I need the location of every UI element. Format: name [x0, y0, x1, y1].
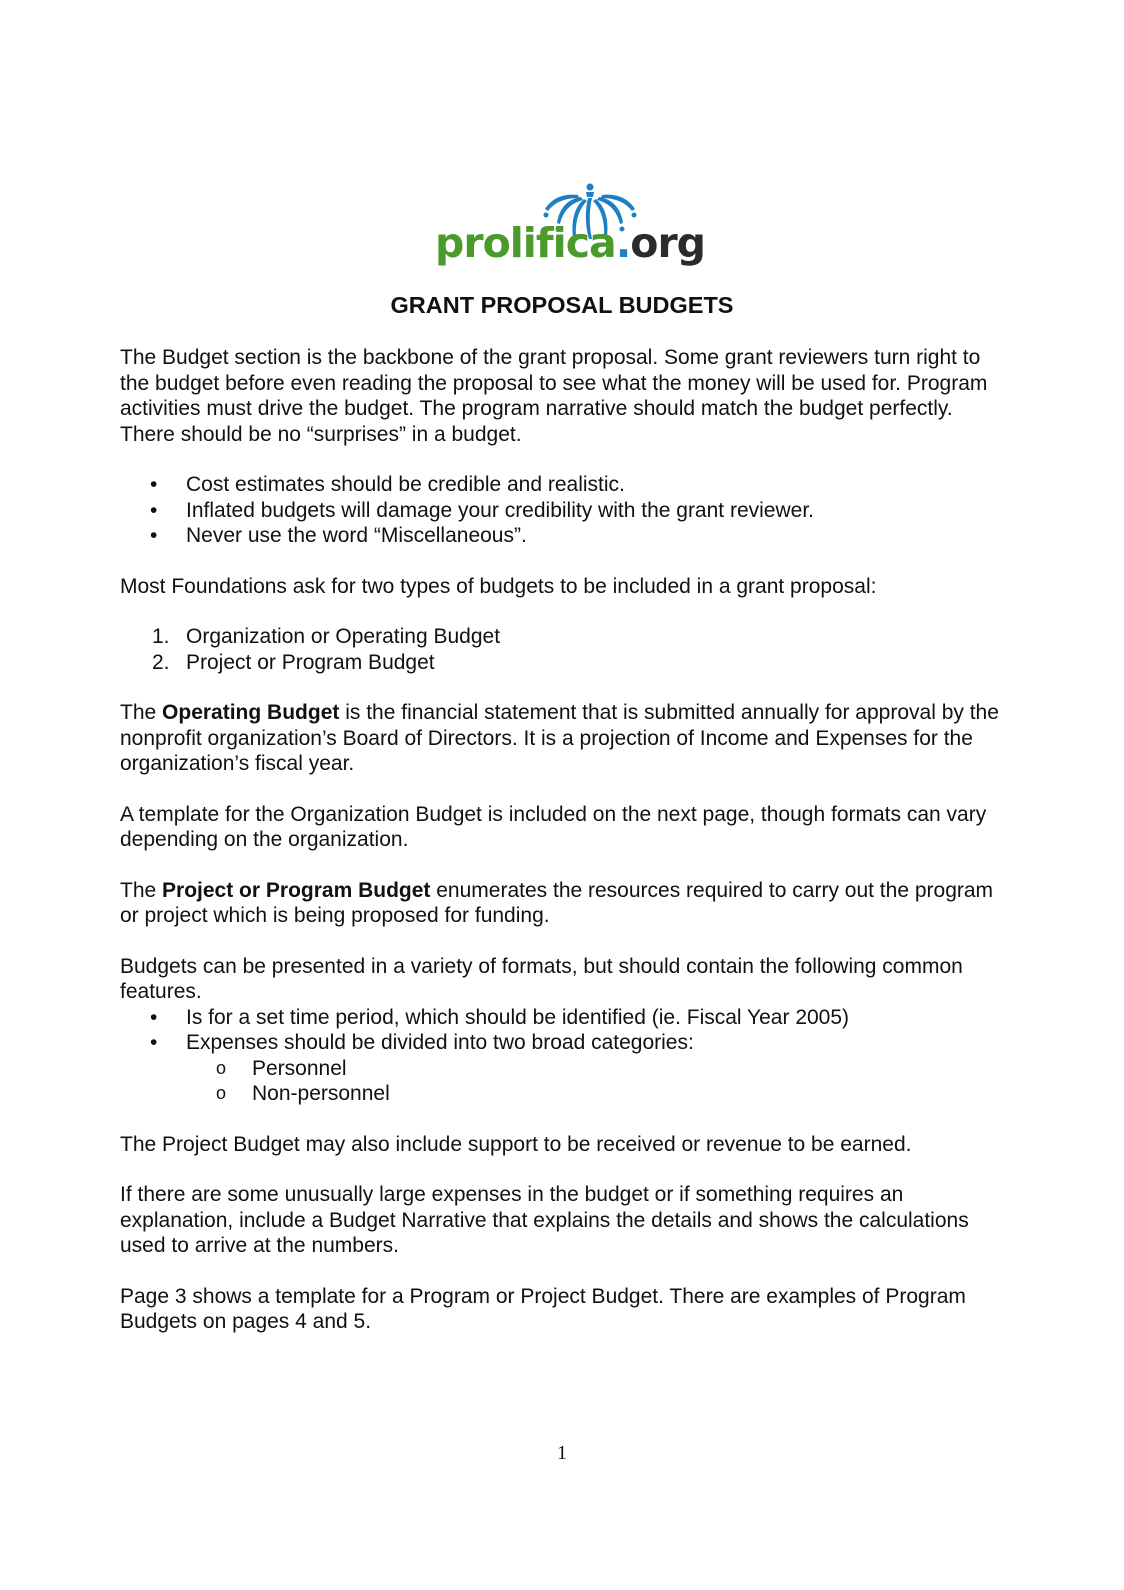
- number-marker: 2.: [152, 650, 170, 674]
- text-run: The: [120, 878, 163, 902]
- text-run: is the financial statement that is submitted annually for approval by the nonprofit organization’s Board of Directors. It is a projection of Income and Expenses for the organization’s fiscal year.: [120, 701, 999, 775]
- project-budget-term: Project or Program Budget: [162, 878, 431, 902]
- list-item-text: Never use the word “Miscellaneous”.: [186, 524, 527, 547]
- numbered-item-text: Project or Program Budget: [186, 650, 435, 674]
- operating-budget-term: Operating Budget: [162, 701, 340, 724]
- template-paragraph: A template for the Organization Budget is included on the next page, though formats can vary depending on the organization.: [120, 802, 987, 851]
- list-item: [120, 523, 1000, 549]
- sub-list-item: [120, 1081, 1000, 1107]
- bullet-marker: •: [150, 498, 158, 522]
- list-item-text: Expenses should be divided into two broad categories:: [186, 1031, 694, 1054]
- list-item-text: Inflated budgets will damage your credibility with the grant reviewer.: [186, 498, 814, 522]
- logo-text-dot: .: [615, 219, 631, 267]
- list-item-text: Cost estimates should be credible and realistic.: [186, 473, 625, 496]
- list-item-text: Is for a set time period, which should be identified (ie. Fiscal Year 2005): [186, 1005, 850, 1029]
- logo-text-tld: org: [630, 219, 706, 267]
- list-item: [120, 498, 1000, 524]
- narrative-paragraph: If there are some unusually large expenses in the budget or if something requires an explanation, include a Budget Narrative that explains the details and shows the calculations used to arrive at the numbers.: [120, 1183, 969, 1257]
- formats-paragraph: Budgets can be presented in a variety of formats, but should contain the following common features.: [120, 954, 963, 1003]
- bullet-marker: •: [150, 524, 158, 547]
- logo-wordmark: [435, 213, 705, 273]
- project-budget-paragraph: [120, 878, 1000, 929]
- prolifica-logo: [435, 183, 706, 273]
- list-item: [120, 472, 1000, 498]
- page3-paragraph: Page 3 shows a template for a Program or Project Budget. There are examples of Program Budgets on pages 4 and 5.: [120, 1284, 966, 1333]
- text-run: enumerates the resources required to carry out the program or project which is being proposed for funding.: [120, 878, 994, 927]
- operating-budget-paragraph: [120, 700, 1000, 777]
- document-body: [120, 345, 1000, 1335]
- intro-paragraph: The Budget section is the backbone of the grant proposal. Some grant reviewers turn right to the budget before even reading the proposal to see what the money will be used for. Program activities must drive the budget. The program narrative should match the budget perfectly. There should be no “surprises” in a budget.: [120, 346, 988, 446]
- sub-list-item: [120, 1056, 1000, 1082]
- number-marker: 1.: [152, 625, 170, 648]
- text-run: The: [120, 701, 163, 724]
- bullet-marker: •: [150, 473, 158, 496]
- sub-list-item-text: Non-personnel: [252, 1082, 390, 1105]
- logo-text-main: prolifica: [435, 219, 616, 267]
- support-paragraph: The Project Budget may also include support to be received or revenue to be earned.: [120, 1132, 912, 1156]
- page-title: GRANT PROPOSAL BUDGETS: [390, 292, 734, 318]
- list-item: [120, 1005, 1000, 1031]
- sub-bullet-marker: o: [216, 1083, 227, 1103]
- bullet-marker: •: [150, 1005, 158, 1029]
- foundations-paragraph: Most Foundations ask for two types of budgets to be included in a grant proposal:: [120, 574, 877, 598]
- sub-bullet-marker: o: [216, 1057, 227, 1078]
- page-number: 1: [557, 1442, 567, 1464]
- sub-list-item-text: Personnel: [252, 1056, 347, 1080]
- bullet-marker: •: [150, 1031, 158, 1054]
- numbered-item: [120, 650, 1000, 676]
- list-item: [120, 1030, 1000, 1056]
- numbered-item-text: Organization or Operating Budget: [186, 625, 501, 648]
- numbered-item: [120, 624, 1000, 650]
